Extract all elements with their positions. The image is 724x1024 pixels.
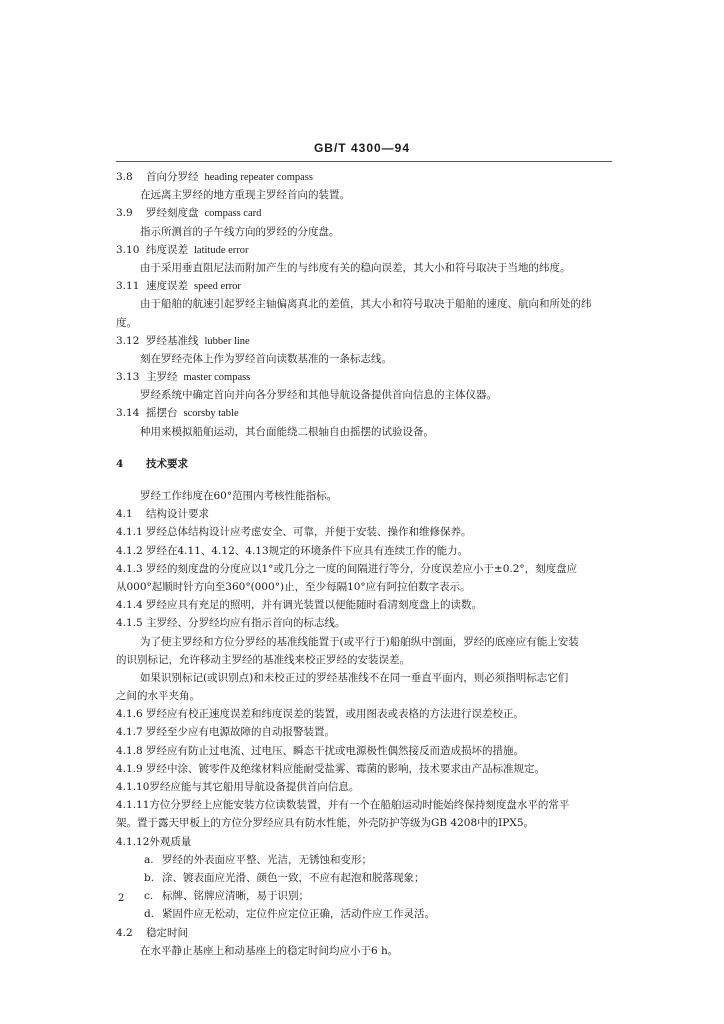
clause-text: 指示所测首的子午线方向的罗经的分度盘。: [140, 225, 340, 238]
clause-text: 如果识别标记(或识别点)和未校正过的罗经基准线不在同一垂直平面内，则必须指明标志它们: [140, 671, 569, 684]
text-line: [116, 633, 612, 651]
clause-number: 4.1.9: [116, 762, 143, 775]
text-line: [116, 887, 612, 905]
text-line: [116, 560, 612, 578]
english-term: latitude error: [194, 244, 249, 256]
text-line: [116, 542, 612, 560]
text-line: [116, 814, 612, 832]
clause-text: 罗经的外表面应平整、光洁，无锈蚀和变形；: [162, 853, 372, 866]
document-body: [116, 168, 612, 960]
clause-text: 罗经中涂、镀零件及绝缘材料应能耐受盐雾、霉菌的影响，技术要求由产品标准规定。: [146, 762, 545, 775]
clause-text: 为了使主罗经和方位分罗经的基准线能置于(或平行于)船舶纵中剖面，罗经的底座应有能上安装: [140, 635, 579, 648]
english-term: heading repeater compass: [204, 172, 313, 183]
text-line: [116, 505, 612, 523]
clause-text: 紧固件应无松动，定位件应定位正确，活动件应工作灵活。: [162, 908, 435, 921]
clause-number: 4.1: [116, 508, 133, 521]
clause-number: 3.9: [116, 207, 133, 220]
clause-number: 4: [116, 457, 124, 470]
clause-number: 4.1.3: [116, 562, 143, 575]
text-line: [116, 924, 612, 942]
clause-text: 种用来模拟船舶运动，其台面能绕二根轴自由摇摆的试验设备。: [140, 425, 434, 438]
clause-text: 涂、镀表面应光滑、颜色一致，不应有起泡和脱落现象；: [162, 871, 425, 884]
clause-text: 在远离主罗经的地方重现主罗经首向的装置。: [140, 189, 350, 202]
clause-text: 罗经在4.11、4.12、4.13规定的环境条件下应具有连续工作的能力。: [146, 544, 469, 557]
text-line: [116, 332, 612, 350]
clause-number: 4.1.8: [116, 744, 143, 757]
clause-number: c.: [144, 890, 154, 903]
clause-number: 4.1.10: [116, 781, 150, 793]
clause-text: 稳定时间: [146, 926, 188, 939]
standard-code-header: GB/T 4300—94: [313, 141, 411, 155]
clause-text: 首向分罗经: [146, 171, 199, 183]
text-line: [116, 869, 612, 887]
text-line: [116, 851, 612, 869]
text-line: [116, 241, 612, 259]
text-line: [116, 455, 612, 473]
clause-number: 4.1.12: [116, 835, 150, 848]
clause-text: 罗经总体结构设计应考虑安全、可靠，并便于安装、操作和维修保养。: [146, 526, 472, 539]
english-term: master compass: [183, 372, 251, 384]
clause-number: 3.11: [116, 280, 140, 293]
text-line: [116, 942, 612, 960]
clause-number: 4.1.4: [116, 599, 143, 612]
clause-text: 由于船舶的航速引起罗经主轴偏离真北的差值，其大小和符号取决于船舶的速度、航向和所处的纬: [140, 298, 592, 311]
english-term: lubber line: [204, 335, 250, 347]
clause-text: 之间的水平夹角。: [116, 690, 200, 703]
clause-number: 4.1.6: [116, 708, 143, 721]
text-line: [116, 204, 612, 222]
text-line: [116, 404, 612, 422]
clause-text: 罗经刻度盘: [146, 207, 199, 220]
clause-text: 度。: [116, 316, 137, 329]
text-line: [116, 778, 612, 796]
text-line: [116, 833, 612, 851]
clause-number: d.: [144, 908, 155, 921]
clause-number: 3.13: [116, 371, 140, 384]
text-line: [116, 368, 612, 386]
text-line: [116, 386, 612, 404]
text-line: [116, 596, 612, 614]
english-term: scorsby table: [183, 408, 239, 420]
text-line: [116, 223, 612, 241]
text-line: [116, 760, 612, 778]
clause-text: 的识别标记，允许移动主罗经的基准线来校正罗经的安装误差。: [116, 653, 410, 666]
text-line: [116, 669, 612, 687]
text-line: [116, 742, 612, 760]
text-line: [116, 578, 612, 596]
clause-number: 4.2: [116, 926, 133, 939]
text-line: [116, 168, 612, 186]
clause-text: 主罗经、分罗经均应有指示首向的标志线。: [146, 617, 346, 630]
clause-text: 主罗经: [146, 371, 178, 384]
clause-number: 4.1.5: [116, 617, 143, 630]
text-line: [116, 705, 612, 723]
english-term: speed error: [194, 281, 241, 293]
clause-number: 4.1.7: [116, 726, 143, 739]
text-line: [116, 295, 612, 313]
clause-text: 罗经至少应有电源故障的自动报警装置。: [146, 726, 335, 739]
clause-number: 3.12: [116, 334, 140, 347]
text-line: [116, 905, 612, 923]
text-line: [116, 277, 612, 295]
clause-number: b.: [144, 871, 155, 884]
text-line: [116, 423, 612, 441]
clause-text: 在水平静止基座上和动基座上的稳定时间均应小于6 h。: [140, 944, 399, 957]
clause-number: 4.1.11: [116, 799, 150, 812]
text-line: [116, 523, 612, 541]
clause-text: 罗经系统中确定首向并向各分罗经和其他导航设备提供首向信息的主体仪器。: [140, 389, 497, 402]
clause-text: 架。置于露天甲板上的方位分罗经应具有防水性能，外壳防护等级为GB 4208中的IPX5。: [116, 817, 535, 830]
clause-text: 摇摆台: [146, 407, 178, 420]
text-line: [116, 314, 612, 332]
text-line: [116, 350, 612, 368]
clause-text: 罗经的刻度盘的分度应以1°或几分之一度的间隔进行等分，分度误差应小于±0.2°，刻度盘应: [146, 562, 578, 575]
text-line: [116, 687, 612, 705]
clause-text: 刻在罗经壳体上作为罗经首向读数基准的一条标志线。: [140, 352, 392, 365]
clause-number: 4.1.2: [116, 544, 143, 557]
clause-text: 罗经应具有充足的照明，并有调光装置以便能随时看清刻度盘上的读数。: [146, 599, 482, 612]
text-line: [116, 186, 612, 204]
text-line: [116, 614, 612, 632]
clause-text: 罗经应有校正速度误差和纬度误差的装置，或用图表或表格的方法进行误差校正。: [146, 708, 524, 721]
header-divider: [116, 161, 612, 162]
page-number: 2: [118, 893, 125, 904]
clause-number: 3.10: [116, 243, 140, 256]
clause-text: 技术要求: [146, 457, 188, 470]
clause-number: 3.14: [116, 407, 140, 420]
clause-text: 从000°起顺时针方向至360°(000°)止，至少每隔10°应有阿拉伯数字表示。: [116, 580, 471, 593]
clause-text: 罗经应有防止过电流、过电压、瞬态干扰或电源极性偶然接反而造成损坏的措施。: [146, 744, 524, 757]
text-line: [116, 723, 612, 741]
clause-text: 结构设计要求: [146, 508, 209, 521]
clause-text: 外观质量: [149, 835, 192, 848]
clause-text: 罗经工作纬度在60°范围内考核性能指标。: [140, 490, 338, 502]
text-line: [116, 651, 612, 669]
english-term: compass card: [204, 208, 262, 220]
clause-number: 4.1.1: [116, 526, 143, 539]
clause-text: 罗经基准线: [146, 334, 199, 347]
text-line: [116, 796, 612, 814]
clause-text: 标牌、铭牌应清晰，易于识别；: [162, 890, 309, 903]
clause-text: 由于采用垂直阻尼法而附加产生的与纬度有关的稳向误差，其大小和符号取决于当地的纬度。: [140, 261, 571, 274]
clause-text: 罗经应能与其它船用导航设备提供首向信息。: [149, 781, 360, 793]
clause-number: a.: [144, 853, 154, 866]
clause-text: 速度误差: [146, 280, 188, 293]
clause-text: 纬度误差: [146, 243, 188, 256]
text-line: [116, 259, 612, 277]
clause-text: 方位分罗经上应能安装方位读数装置，并有一个在船舶运动时能始终保持刻度盘水平的常平: [149, 799, 570, 812]
clause-number: 3.8: [116, 171, 133, 183]
text-line: [116, 487, 612, 505]
